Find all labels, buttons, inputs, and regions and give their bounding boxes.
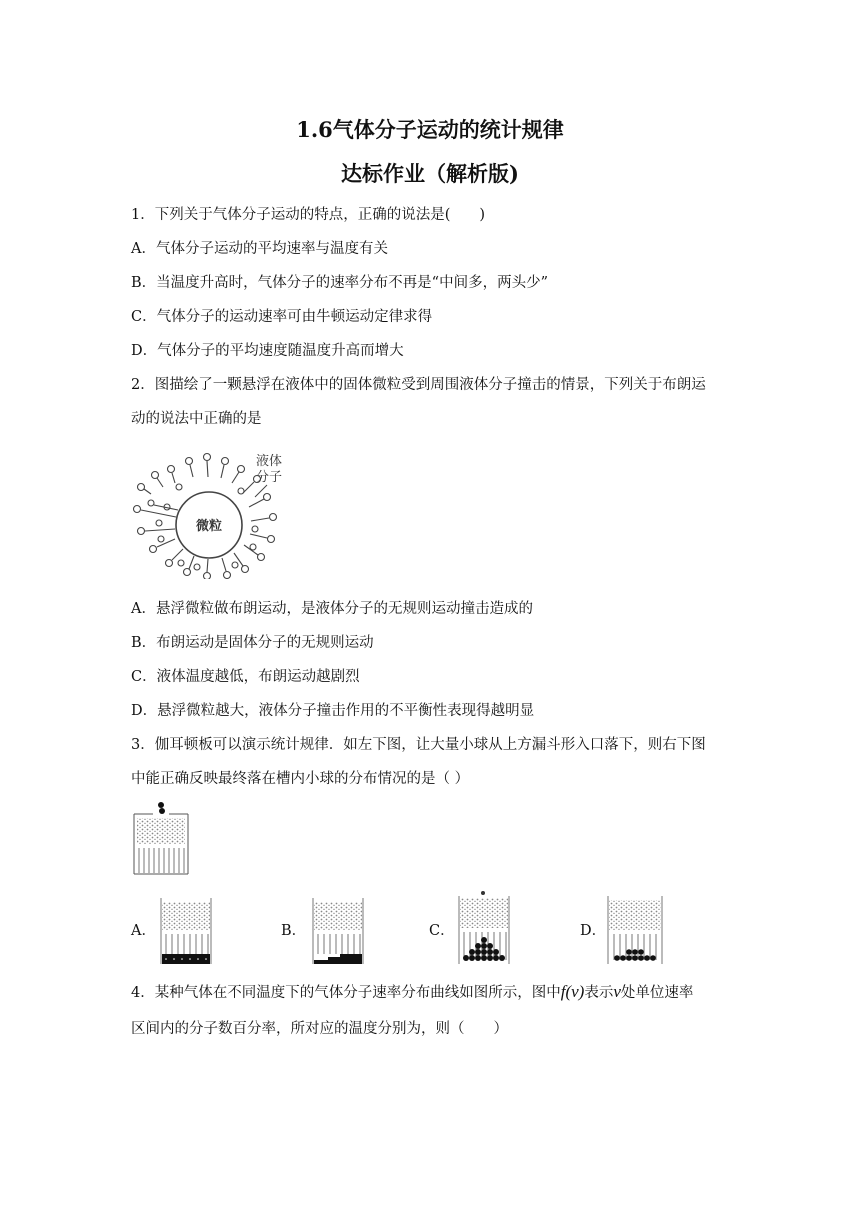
q4-stem-line1 <box>131 981 693 1002</box>
galton-board-figure <box>131 800 191 878</box>
q3-option-d-figure <box>605 894 665 966</box>
q2-option-c: C．液体温度越低，布朗运动越剧烈 <box>131 669 360 685</box>
q3-option-b-label: B． <box>281 923 307 939</box>
document-subtitle: 达标作业（解析版) <box>341 161 519 186</box>
q3-stem-line2: 中能正确反映最终落在槽内小球的分布情况的是（ ） <box>131 771 470 787</box>
q3-option-b-figure <box>310 898 366 966</box>
q4-stem-post: 处单位速率 <box>620 985 694 1001</box>
q3-option-a-figure <box>158 898 214 966</box>
molecule-label-line1: 液体 <box>255 454 283 469</box>
molecule-label-line2: 分子 <box>255 470 283 485</box>
q3-stem-line1: 3．伽耳顿板可以演示统计规律．如左下图，让大量小球从上方漏斗形入口落下，则右下图 <box>131 737 706 753</box>
particle-label: 微粒 <box>195 519 223 534</box>
q2-stem-line1: 2．图描绘了一颗悬浮在液体中的固体微粒受到周围液体分子撞击的情景，下列关于布朗运 <box>131 377 706 393</box>
q4-variable-v: v <box>613 982 621 1001</box>
q4-function-fv: f(v) <box>560 982 585 1001</box>
q3-option-a-label: A． <box>131 923 156 939</box>
q1-option-a: A．气体分子运动的平均速率与温度有关 <box>131 241 388 257</box>
q1-option-b: B．当温度升高时，气体分子的速率分布不再是“中间多，两头少” <box>131 275 548 291</box>
q2-option-b: B．布朗运动是固体分子的无规则运动 <box>131 635 374 651</box>
q3-option-c-figure <box>456 890 512 966</box>
q2-option-d: D．悬浮微粒越大，液体分子撞击作用的不平衡性表现得越明显 <box>131 703 535 719</box>
q3-option-c-label: C． <box>429 923 455 939</box>
q4-stem-line2: 区间内的分子数百分率，所对应的温度分别为，则（ ） <box>131 1021 508 1037</box>
brownian-motion-figure <box>131 447 291 579</box>
q4-stem-mid: 表示 <box>584 985 614 1001</box>
q1-stem: 1．下列关于气体分子运动的特点，正确的说法是( ) <box>131 207 486 223</box>
q4-stem-pre: 4．某种气体在不同温度下的气体分子速率分布曲线如图所示，图中 <box>131 985 561 1001</box>
q2-option-a: A．悬浮微粒做布朗运动，是液体分子的无规则运动撞击造成的 <box>131 601 533 617</box>
q2-stem-line2: 动的说法中正确的是 <box>131 411 262 427</box>
q1-option-d: D．气体分子的平均速度随温度升高而增大 <box>131 343 404 359</box>
q3-option-d-label: D． <box>580 923 607 939</box>
q1-option-c: C．气体分子的运动速率可由牛顿运动定律求得 <box>131 309 433 325</box>
document-title: 1.6气体分子运动的统计规律 <box>296 117 564 142</box>
